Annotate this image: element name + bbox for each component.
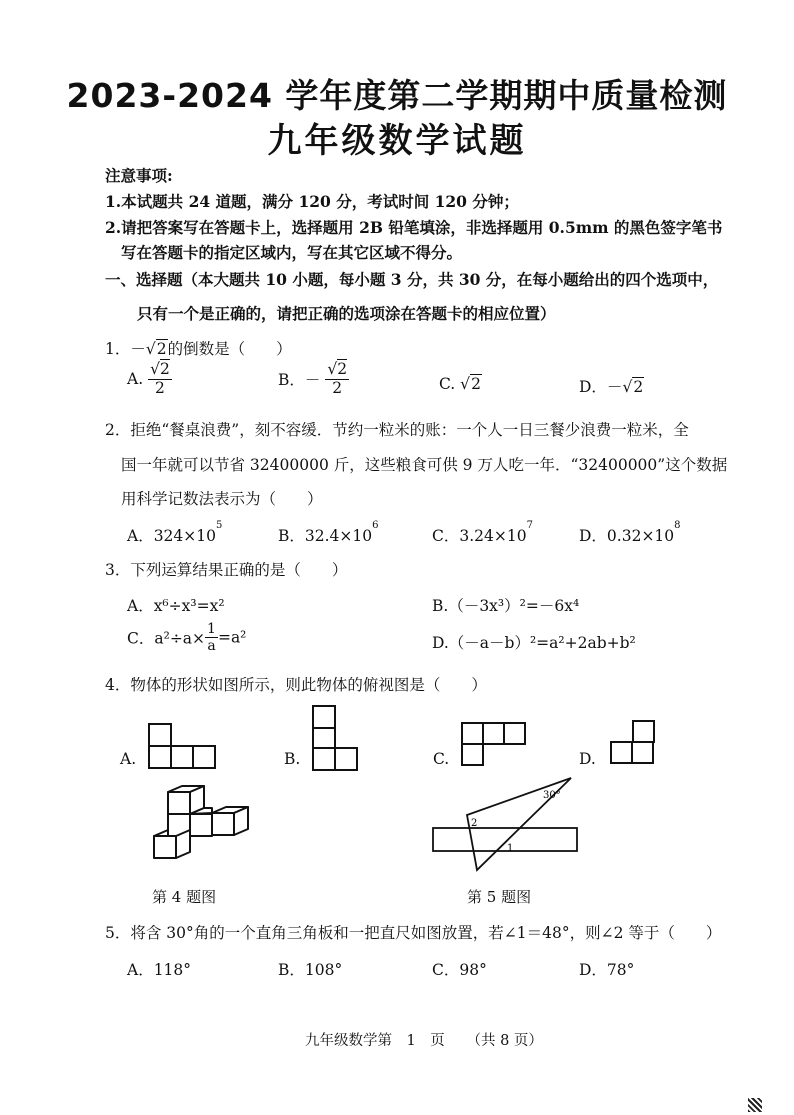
q4-option-d-figure[interactable] [610,720,656,768]
figure-4-caption: 第 4 题图 [152,888,217,906]
notice-item-2a: 2.请把答案写在答题卡上，选择题用 2B 铅笔填涂，非选择题用 0.5mm 的黑色签字笔书 [105,218,723,237]
q3-option-a[interactable]: A．x⁶÷x³=x² [127,597,225,615]
exam-title: 2023-2024 学年度第二学期期中质量检测 [66,76,728,115]
q2-line1: 2．拒绝“餐桌浪费”，刻不容缓．节约一粒米的账：一个人一日三餐少浪费一粒米，全 [105,421,689,439]
q1-num: 1． [105,340,131,358]
page-footer: 九年级数学第 1 页 （共 8 页） [305,1033,543,1049]
q4-option-b-label[interactable]: B. [284,750,301,768]
q1-radical: √2 [145,340,167,358]
q1-option-a[interactable]: A. $\frac{√2}{2}$ [127,360,170,397]
q3-option-c[interactable]: C．a²÷a× $\frac{1}{a}$ =a² [127,621,247,654]
q5-option-c[interactable]: C．98° [432,961,487,979]
q4-option-c-label[interactable]: C. [433,750,450,768]
q4-option-b-figure[interactable] [312,705,360,771]
q1-option-d[interactable]: D．－√2 [579,378,644,396]
q1-stem [105,337,292,359]
exam-subtitle: 九年级数学试题 [267,121,527,161]
q1-text: 的倒数是（ ） [167,340,292,358]
q1-option-c[interactable]: C. √2 [439,375,481,393]
q4-option-d-label[interactable]: D. [579,750,596,768]
q2-option-b[interactable]: B．$32.4\times 10^6$ [278,520,379,545]
q2-option-a[interactable]: A．$324\times 10^5$ [127,520,223,545]
qr-code-icon [748,1098,762,1112]
q4-option-c-figure[interactable] [461,722,527,768]
figure-5-caption: 第 5 题图 [467,888,532,906]
q5-stem: 5．将含 30°角的一个直角三角板和一把直尺如图放置，若∠1＝48°，则∠2 等于（ ） [105,924,722,942]
q1-minus: － [130,340,146,358]
q5-option-a[interactable]: A．118° [127,961,192,979]
q3-option-b[interactable]: B.（－3x³）²=－6x⁴ [432,597,580,615]
q4-option-a-figure[interactable] [148,723,216,769]
section1-line1: 一、选择题（本大题共 10 小题，每小题 3 分，共 30 分，在每小题给出的四个选项中， [105,270,719,289]
q5-option-b[interactable]: B．108° [278,961,343,979]
figure-5-angle-30: 30° [543,790,561,801]
q2-option-d[interactable]: D．$0.32\times 10^8$ [579,520,681,545]
q2-option-c[interactable]: C．$3.24\times 10^7$ [432,520,533,545]
figure-4-cubes [150,785,250,860]
notice-heading: 注意事项: [105,166,173,185]
q2-line3: 用科学记数法表示为（ ） [121,490,323,508]
q2-line2: 国一年就可以节省 32400000 斤，这些粮食可供 9 万人吃一年．“32400000”这个数据 [121,456,728,474]
section1-line2: 只有一个是正确的，请把正确的选项涂在答题卡的相应位置） [137,304,556,323]
q3-stem: 3．下列运算结果正确的是（ ） [105,561,348,579]
q5-option-d[interactable]: D．78° [579,961,635,979]
notice-item-2b: 写在答题卡的指定区域内，写在其它区域不得分。 [121,243,463,262]
notice-item-1: 1.本试题共 24 道题，满分 120 分，考试时间 120 分钟； [105,192,519,211]
figure-5-triangle-ruler [430,775,580,875]
q4-stem: 4．物体的形状如图所示，则此物体的俯视图是（ ） [105,676,487,694]
q1-option-b[interactable]: B．－ $\frac{√2}{2}$ [278,360,348,397]
figure-5-angle-2: 2 [471,818,478,829]
q4-option-a-label[interactable]: A. [120,750,137,768]
figure-5-angle-1: 1 [507,843,514,854]
q3-option-d[interactable]: D.（－a－b）²=a²+2ab+b² [432,634,636,652]
